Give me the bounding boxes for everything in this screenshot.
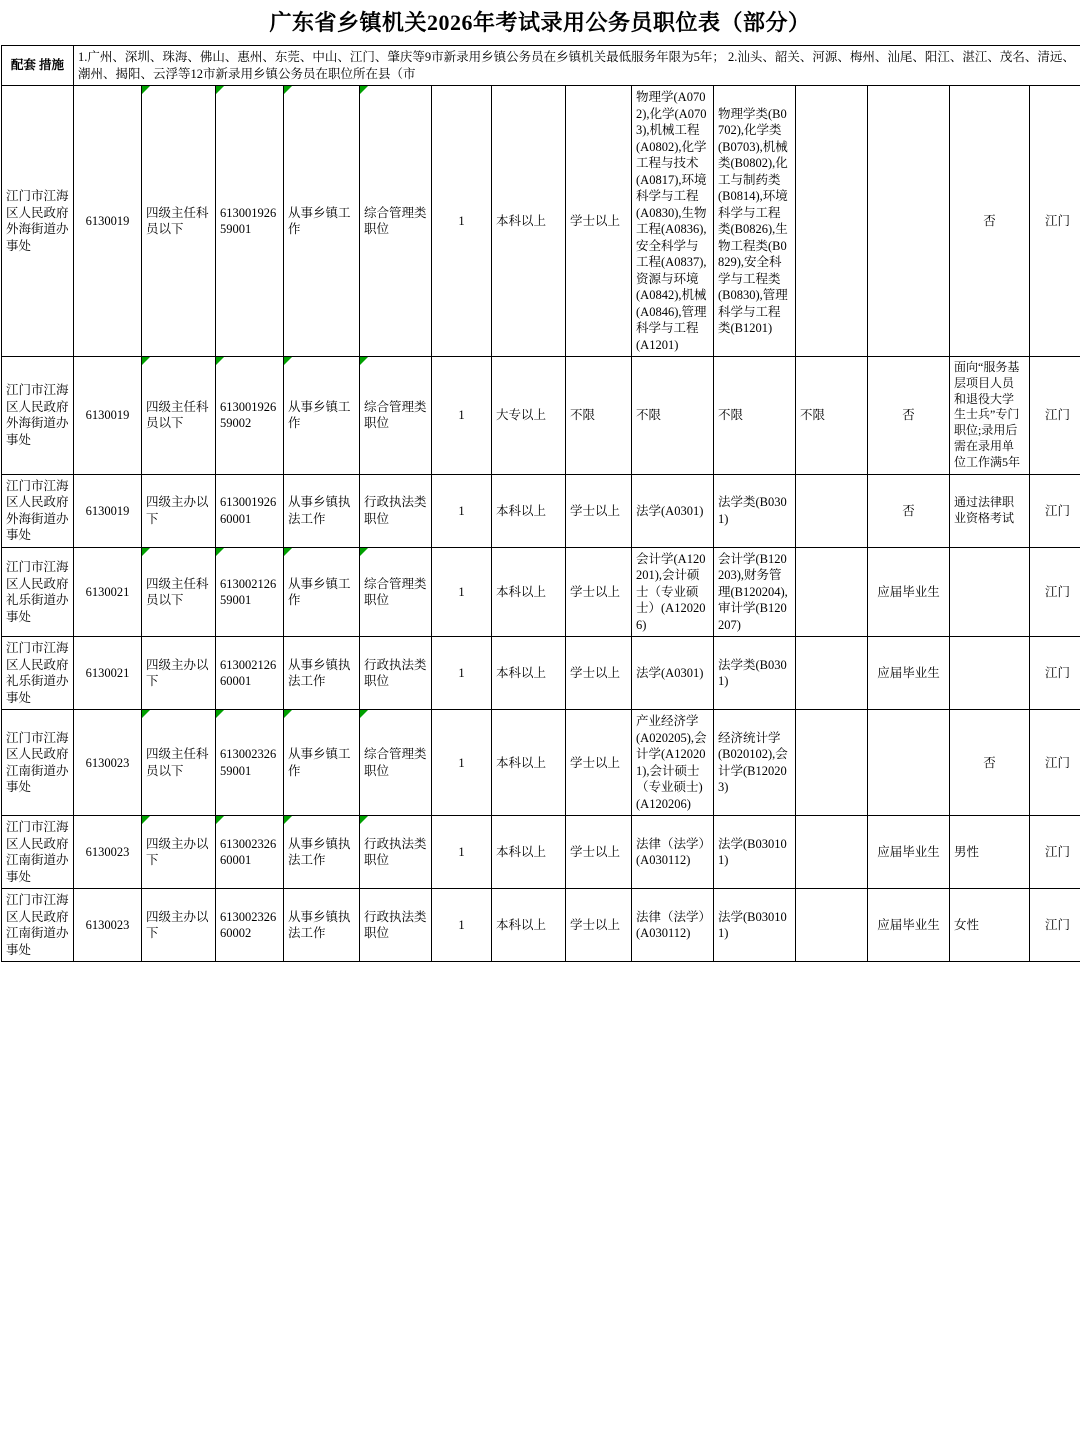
cell-edu: 本科以上 — [492, 710, 566, 816]
cell-major-grad: 会计学(B120203),财务管理(B120204),审计学(B120207) — [714, 547, 796, 637]
cell-remark: 女性 — [950, 889, 1030, 962]
cell-major-grad: 物理学类(B0702),化学类(B0703),机械类(B0802),化工与制药类(B0814),环境科学与工程类(B0826),生物工程类(B0829),安全科学与工程类(B0830),管理科学与工程类(B1201) — [714, 86, 796, 357]
cell-other: 应届毕业生 — [868, 637, 950, 710]
cell-place: 江门 — [1030, 86, 1080, 357]
cell-org: 江门市江海区人民政府江南街道办事处 — [2, 710, 74, 816]
notes-text: 1.广州、深圳、珠海、佛山、惠州、东莞、中山、江门、肇庆等9市新录用乡镇公务员在乡镇机关最低服务年限为5年； 2.汕头、韶关、河源、梅州、汕尾、阳江、湛江、茂名、清远、潮州、揭阳、云浮等12市新录用乡镇公务员在职位所在县（市 — [74, 46, 1080, 86]
cell-code: 6130023 — [74, 816, 142, 889]
cell-other: 应届毕业生 — [868, 816, 950, 889]
cell-edu: 大专以上 — [492, 357, 566, 475]
cell-org: 江门市江海区人民政府礼乐街道办事处 — [2, 547, 74, 637]
cell-degree: 学士以上 — [566, 547, 632, 637]
cell-other: 应届毕业生 — [868, 889, 950, 962]
cell-other: 应届毕业生 — [868, 547, 950, 637]
cell-political — [796, 86, 868, 357]
cell-posno: 61300232659001 — [216, 710, 284, 816]
cell-posno: 61300232660002 — [216, 889, 284, 962]
cell-duty: 从事乡镇执法工作 — [284, 816, 360, 889]
cell-major-undergrad: 法律（法学）(A030112) — [632, 816, 714, 889]
cell-level: 四级主任科员以下 — [142, 710, 216, 816]
cell-edu: 本科以上 — [492, 547, 566, 637]
cell-remark: 否 — [950, 710, 1030, 816]
cell-num: 1 — [432, 637, 492, 710]
cell-degree: 学士以上 — [566, 86, 632, 357]
cell-num: 1 — [432, 710, 492, 816]
cell-level: 四级主任科员以下 — [142, 357, 216, 475]
cell-place: 江门 — [1030, 474, 1080, 547]
cell-remark: 通过法律职业资格考试 — [950, 474, 1030, 547]
cell-degree: 不限 — [566, 357, 632, 475]
cell-political — [796, 547, 868, 637]
cell-code: 6130019 — [74, 86, 142, 357]
cell-posno: 61300212659001 — [216, 547, 284, 637]
table-row — [2, 637, 1080, 710]
cell-type: 行政执法类职位 — [360, 637, 432, 710]
table-row — [2, 547, 1080, 637]
cell-type: 行政执法类职位 — [360, 816, 432, 889]
cell-remark — [950, 637, 1030, 710]
cell-posno: 61300192659001 — [216, 86, 284, 357]
cell-duty: 从事乡镇工作 — [284, 357, 360, 475]
cell-major-undergrad: 法律（法学）(A030112) — [632, 889, 714, 962]
page-title: 广东省乡镇机关2026年考试录用公务员职位表（部分） — [269, 10, 811, 35]
cell-num: 1 — [432, 86, 492, 357]
cell-type: 综合管理类职位 — [360, 357, 432, 475]
cell-duty: 从事乡镇执法工作 — [284, 637, 360, 710]
cell-type: 综合管理类职位 — [360, 710, 432, 816]
cell-posno: 61300192660001 — [216, 474, 284, 547]
cell-edu: 本科以上 — [492, 86, 566, 357]
cell-degree: 学士以上 — [566, 637, 632, 710]
notes-row — [2, 46, 1080, 86]
cell-org: 江门市江海区人民政府江南街道办事处 — [2, 816, 74, 889]
cell-level: 四级主任科员以下 — [142, 86, 216, 357]
table-row — [2, 357, 1080, 475]
table-row — [2, 710, 1080, 816]
cell-type: 行政执法类职位 — [360, 474, 432, 547]
cell-edu: 本科以上 — [492, 889, 566, 962]
cell-type: 综合管理类职位 — [360, 547, 432, 637]
cell-num: 1 — [432, 474, 492, 547]
cell-remark: 面向“服务基层项目人员和退役大学生士兵”专门职位;录用后需在录用单位工作满5年 — [950, 357, 1030, 475]
table-row — [2, 474, 1080, 547]
cell-remark: 男性 — [950, 816, 1030, 889]
cell-degree: 学士以上 — [566, 474, 632, 547]
cell-duty: 从事乡镇执法工作 — [284, 889, 360, 962]
cell-code: 6130019 — [74, 474, 142, 547]
cell-remark: 否 — [950, 86, 1030, 357]
cell-code: 6130021 — [74, 547, 142, 637]
cell-major-undergrad: 物理学(A0702),化学(A0703),机械工程(A0802),化学工程与技术(A0817),环境科学与工程(A0830),生物工程(A0836),安全科学与工程(A0837),资源与环境(A0842),机械(A0846),管理科学与工程(A1201) — [632, 86, 714, 357]
cell-level: 四级主办以下 — [142, 816, 216, 889]
cell-duty: 从事乡镇执法工作 — [284, 474, 360, 547]
cell-degree: 学士以上 — [566, 889, 632, 962]
cell-place: 江门 — [1030, 357, 1080, 475]
cell-level: 四级主办以下 — [142, 474, 216, 547]
cell-other — [868, 710, 950, 816]
cell-code: 6130023 — [74, 710, 142, 816]
notes-label: 配套 措施 — [2, 46, 74, 86]
cell-edu: 本科以上 — [492, 816, 566, 889]
cell-political — [796, 889, 868, 962]
cell-major-grad: 法学(B030101) — [714, 889, 796, 962]
cell-place: 江门 — [1030, 547, 1080, 637]
cell-major-grad: 不限 — [714, 357, 796, 475]
cell-posno: 61300212660001 — [216, 637, 284, 710]
cell-major-undergrad: 产业经济学(A020205),会计学(A120201),会计硕士（专业硕士)(A120206) — [632, 710, 714, 816]
cell-major-undergrad: 法学(A0301) — [632, 637, 714, 710]
cell-type: 综合管理类职位 — [360, 86, 432, 357]
cell-level: 四级主办以下 — [142, 889, 216, 962]
cell-other: 否 — [868, 357, 950, 475]
cell-political — [796, 816, 868, 889]
cell-major-grad: 法学(B030101) — [714, 816, 796, 889]
cell-org: 江门市江海区人民政府礼乐街道办事处 — [2, 637, 74, 710]
table-row — [2, 889, 1080, 962]
cell-major-grad: 法学类(B0301) — [714, 474, 796, 547]
cell-major-undergrad: 法学(A0301) — [632, 474, 714, 547]
cell-major-undergrad: 会计学(A120201),会计硕士（专业硕士）(A120206) — [632, 547, 714, 637]
table-row — [2, 816, 1080, 889]
cell-type: 行政执法类职位 — [360, 889, 432, 962]
cell-duty: 从事乡镇工作 — [284, 86, 360, 357]
cell-level: 四级主办以下 — [142, 637, 216, 710]
cell-place: 江门 — [1030, 637, 1080, 710]
cell-code: 6130019 — [74, 357, 142, 475]
cell-remark — [950, 547, 1030, 637]
cell-major-grad: 经济统计学(B020102),会计学(B120203) — [714, 710, 796, 816]
cell-political — [796, 474, 868, 547]
cell-code: 6130021 — [74, 637, 142, 710]
cell-place: 江门 — [1030, 710, 1080, 816]
cell-org: 江门市江海区人民政府外海街道办事处 — [2, 86, 74, 357]
cell-other: 否 — [868, 474, 950, 547]
cell-major-undergrad: 不限 — [632, 357, 714, 475]
cell-place: 江门 — [1030, 816, 1080, 889]
cell-political: 不限 — [796, 357, 868, 475]
cell-duty: 从事乡镇工作 — [284, 710, 360, 816]
cell-level: 四级主任科员以下 — [142, 547, 216, 637]
cell-org: 江门市江海区人民政府江南街道办事处 — [2, 889, 74, 962]
cell-code: 6130023 — [74, 889, 142, 962]
cell-political — [796, 710, 868, 816]
position-table — [1, 45, 1080, 962]
cell-major-grad: 法学类(B0301) — [714, 637, 796, 710]
cell-org: 江门市江海区人民政府外海街道办事处 — [2, 357, 74, 475]
cell-other — [868, 86, 950, 357]
cell-num: 1 — [432, 547, 492, 637]
table-row — [2, 86, 1080, 357]
cell-org: 江门市江海区人民政府外海街道办事处 — [2, 474, 74, 547]
cell-edu: 本科以上 — [492, 474, 566, 547]
cell-duty: 从事乡镇工作 — [284, 547, 360, 637]
cell-degree: 学士以上 — [566, 816, 632, 889]
cell-posno: 61300192659002 — [216, 357, 284, 475]
cell-num: 1 — [432, 816, 492, 889]
cell-place: 江门 — [1030, 889, 1080, 962]
cell-degree: 学士以上 — [566, 710, 632, 816]
cell-num: 1 — [432, 889, 492, 962]
cell-edu: 本科以上 — [492, 637, 566, 710]
cell-political — [796, 637, 868, 710]
cell-posno: 61300232660001 — [216, 816, 284, 889]
cell-num: 1 — [432, 357, 492, 475]
